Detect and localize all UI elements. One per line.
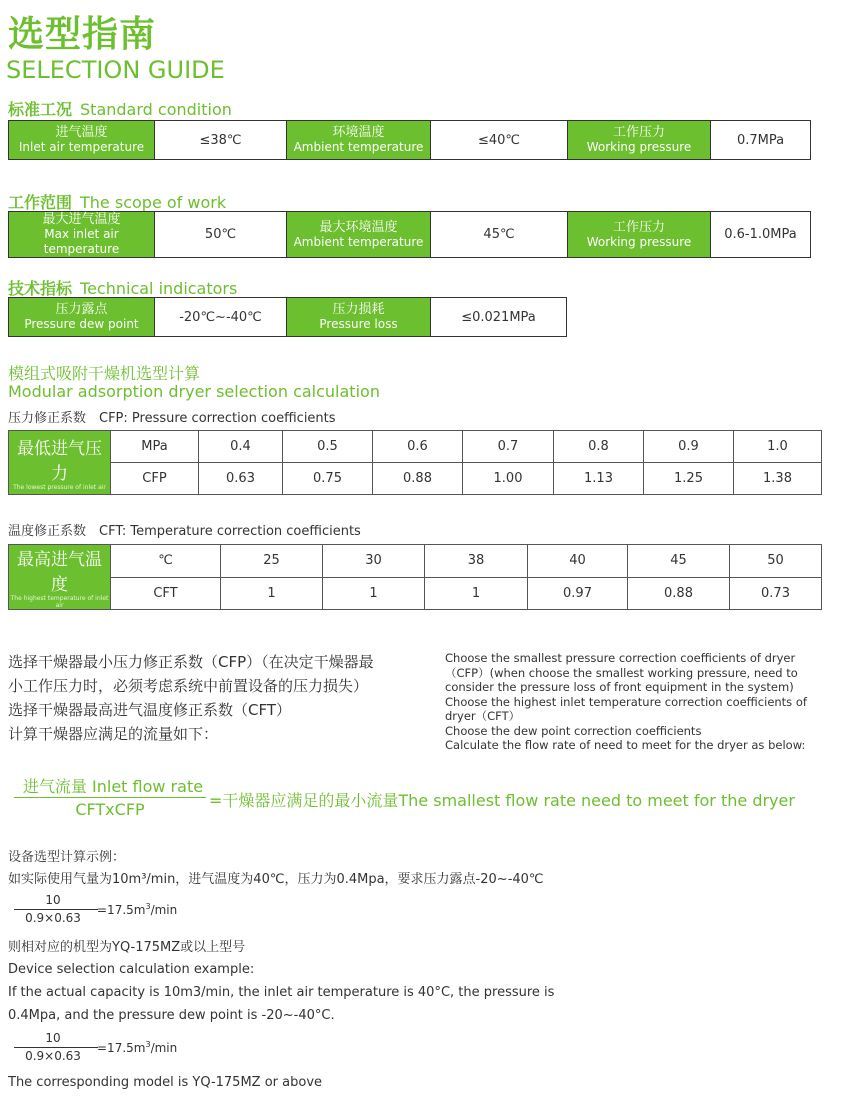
instruction-line: consider the pressure loss of front equipment in the system) <box>445 680 794 694</box>
standard-value-inlet-temp: ≤38℃ <box>155 121 287 160</box>
modular-heading-cn: 模组式吸附干燥机选型计算 <box>8 364 201 383</box>
instructions-cn <box>8 650 438 746</box>
scope-value-max-inlet-temp: 50℃ <box>155 212 287 258</box>
cfp-cell: 0.8 <box>554 431 644 463</box>
scope-label-pressure: 工作压力 Working pressure <box>568 212 711 258</box>
cfp-cell: 0.75 <box>283 463 373 495</box>
standard-value-pressure: 0.7MPa <box>711 121 811 160</box>
cfp-cell: 0.9 <box>644 431 734 463</box>
technical-heading <box>8 276 237 299</box>
cfp-cell: 0.7 <box>463 431 554 463</box>
cft-cell: 0.88 <box>628 577 730 610</box>
cft-cell: 25 <box>221 545 323 578</box>
instruction-line: Choose the dew point correction coefficients <box>445 723 702 738</box>
standard-heading-cn: 标准工况 <box>8 100 73 119</box>
technical-label-pressure-loss: 压力损耗 Pressure loss <box>287 298 431 337</box>
instruction-line: dryer（CFT） <box>445 709 521 723</box>
technical-value-dew-point: -20℃~-40℃ <box>155 298 287 337</box>
cft-cell: 1 <box>221 577 323 610</box>
cfp-cell: 0.6 <box>373 431 463 463</box>
technical-label-dew-point: 压力露点 Pressure dew point <box>9 298 155 337</box>
cfp-cell: 0.4 <box>199 431 283 463</box>
calc-denominator-1: 0.9×0.63 <box>25 911 81 925</box>
example-en-heading: Device selection calculation example: <box>8 962 255 977</box>
example-cn-conclusion: 则相对应的机型为YQ-175MZ或以上型号 <box>8 940 246 955</box>
example-en-line2: 0.4Mpa, and the pressure dew point is -20~-40°C. <box>8 1008 335 1023</box>
standard-label-ambient-temp: 环境温度 Ambient temperature <box>287 121 431 160</box>
page-title-cn: 选型指南 <box>8 14 157 55</box>
standard-label-pressure: 工作压力 Working pressure <box>568 121 711 160</box>
cft-cell: 1 <box>323 577 425 610</box>
cfp-row2-head: CFP <box>111 463 199 495</box>
cft-cell: 1 <box>425 577 528 610</box>
cfp-heading: 压力修正系数 CFP: Pressure correction coefficients <box>8 411 336 426</box>
scope-label-max-inlet-temp: 最大进气温度 Max inlet air temperature <box>9 212 155 258</box>
technical-heading-cn: 技术指标 <box>8 279 73 298</box>
instruction-line: Choose the highest inlet temperature correction coefficients of <box>445 694 807 709</box>
calc-denominator-2: 0.9×0.63 <box>25 1049 81 1063</box>
cfp-label: 最低进气压力 The lowest pressure of inlet air <box>9 431 111 495</box>
example-en-line1: If the actual capacity is 10m3/min, the inlet air temperature is 40°C, the pressure is <box>8 985 555 1000</box>
cfp-cell: 1.00 <box>463 463 554 495</box>
formula-denominator: CFTxCFP <box>75 800 145 819</box>
cft-label: 最高进气温度 The highest temperature of inlet air <box>9 545 111 610</box>
scope-value-ambient-temp: 45℃ <box>431 212 568 258</box>
technical-heading-en: Technical indicators <box>80 279 238 298</box>
instruction-line: 选择干燥器最高进气温度修正系数（CFT） <box>8 701 292 719</box>
calc-fraction-bar-2 <box>14 1047 98 1048</box>
technical-value-pressure-loss: ≤0.021MPa <box>431 298 567 337</box>
formula-numerator: 进气流量 Inlet flow rate <box>22 777 204 796</box>
cft-row2-head: CFT <box>111 577 221 610</box>
cft-cell: 45 <box>628 545 730 578</box>
cfp-cell: 0.5 <box>283 431 373 463</box>
scope-label-ambient-temp: 最大环境温度 Ambient temperature <box>287 212 431 258</box>
cfp-cell: 1.38 <box>734 463 822 495</box>
standard-value-ambient-temp: ≤40℃ <box>431 121 568 160</box>
cfp-cell: 1.0 <box>734 431 822 463</box>
cft-heading: 温度修正系数 CFT: Temperature correction coefficients <box>8 524 361 539</box>
instruction-line: （CFP）(when choose the smallest working pressure, need to <box>445 665 798 680</box>
scope-value-pressure: 0.6-1.0MPa <box>711 212 811 258</box>
formula-result: =干燥器应满足的最小流量The smallest flow rate need to meet for the dryer <box>209 791 795 810</box>
calc-result-2: $=17.5m^3/\min$ <box>97 1040 178 1055</box>
standard-label-inlet-temp: 进气温度 Inlet air temperature <box>9 121 155 160</box>
instruction-line: 选择干燥器最小压力修正系数（CFP）（在决定干燥器最 <box>8 653 374 671</box>
cft-cell: 0.97 <box>528 577 628 610</box>
cfp-cell: 0.88 <box>373 463 463 495</box>
cft-cell: 50 <box>730 545 822 578</box>
calc-numerator-1: 10 <box>45 893 61 907</box>
standard-table <box>8 120 811 160</box>
cft-cell: 0.73 <box>730 577 822 610</box>
scope-heading <box>8 190 226 213</box>
instruction-line: 小工作压力时，必须考虑系统中前置设备的压力损失） <box>8 677 369 695</box>
standard-heading <box>8 97 232 120</box>
cfp-cell: 1.13 <box>554 463 644 495</box>
cfp-row1-head: MPa <box>111 431 199 463</box>
example-cn-heading: 设备选型计算示例： <box>8 850 126 865</box>
cft-row1-head: ℃ <box>111 545 221 578</box>
calc-numerator-2: 10 <box>45 1031 61 1045</box>
cft-cell: 30 <box>323 545 425 578</box>
scope-heading-cn: 工作范围 <box>8 193 73 212</box>
scope-heading-en: The scope of work <box>80 193 227 212</box>
calc-result-1: $=17.5m^3/\min$ <box>97 902 178 917</box>
scope-table <box>8 211 811 258</box>
cft-cell: 38 <box>425 545 528 578</box>
calc-fraction-bar-1 <box>14 909 98 910</box>
instruction-line: 计算干燥器应满足的流量如下： <box>8 725 219 743</box>
instruction-line: Choose the smallest pressure correction coefficients of dryer <box>445 651 796 665</box>
cfp-cell: 0.63 <box>199 463 283 495</box>
instructions-en <box>445 651 845 753</box>
formula-fraction-bar <box>14 797 206 798</box>
standard-heading-en: Standard condition <box>80 100 232 119</box>
technical-table <box>8 297 567 337</box>
cfp-table <box>8 430 822 495</box>
instruction-line: Calculate the flow rate of need to meet for the dryer as below: <box>445 738 806 752</box>
page-title-en: SELECTION GUIDE <box>6 56 225 84</box>
cft-cell: 40 <box>528 545 628 578</box>
example-cn-text: 如实际使用气量为10m³/min，进气温度为40℃，压力为0.4Mpa，要求压力露点-20~-40℃ <box>8 872 544 887</box>
modular-heading-en: Modular adsorption dryer selection calculation <box>8 382 380 401</box>
cfp-cell: 1.25 <box>644 463 734 495</box>
example-en-conclusion: The corresponding model is YQ-175MZ or above <box>8 1075 323 1090</box>
cft-table <box>8 544 822 610</box>
